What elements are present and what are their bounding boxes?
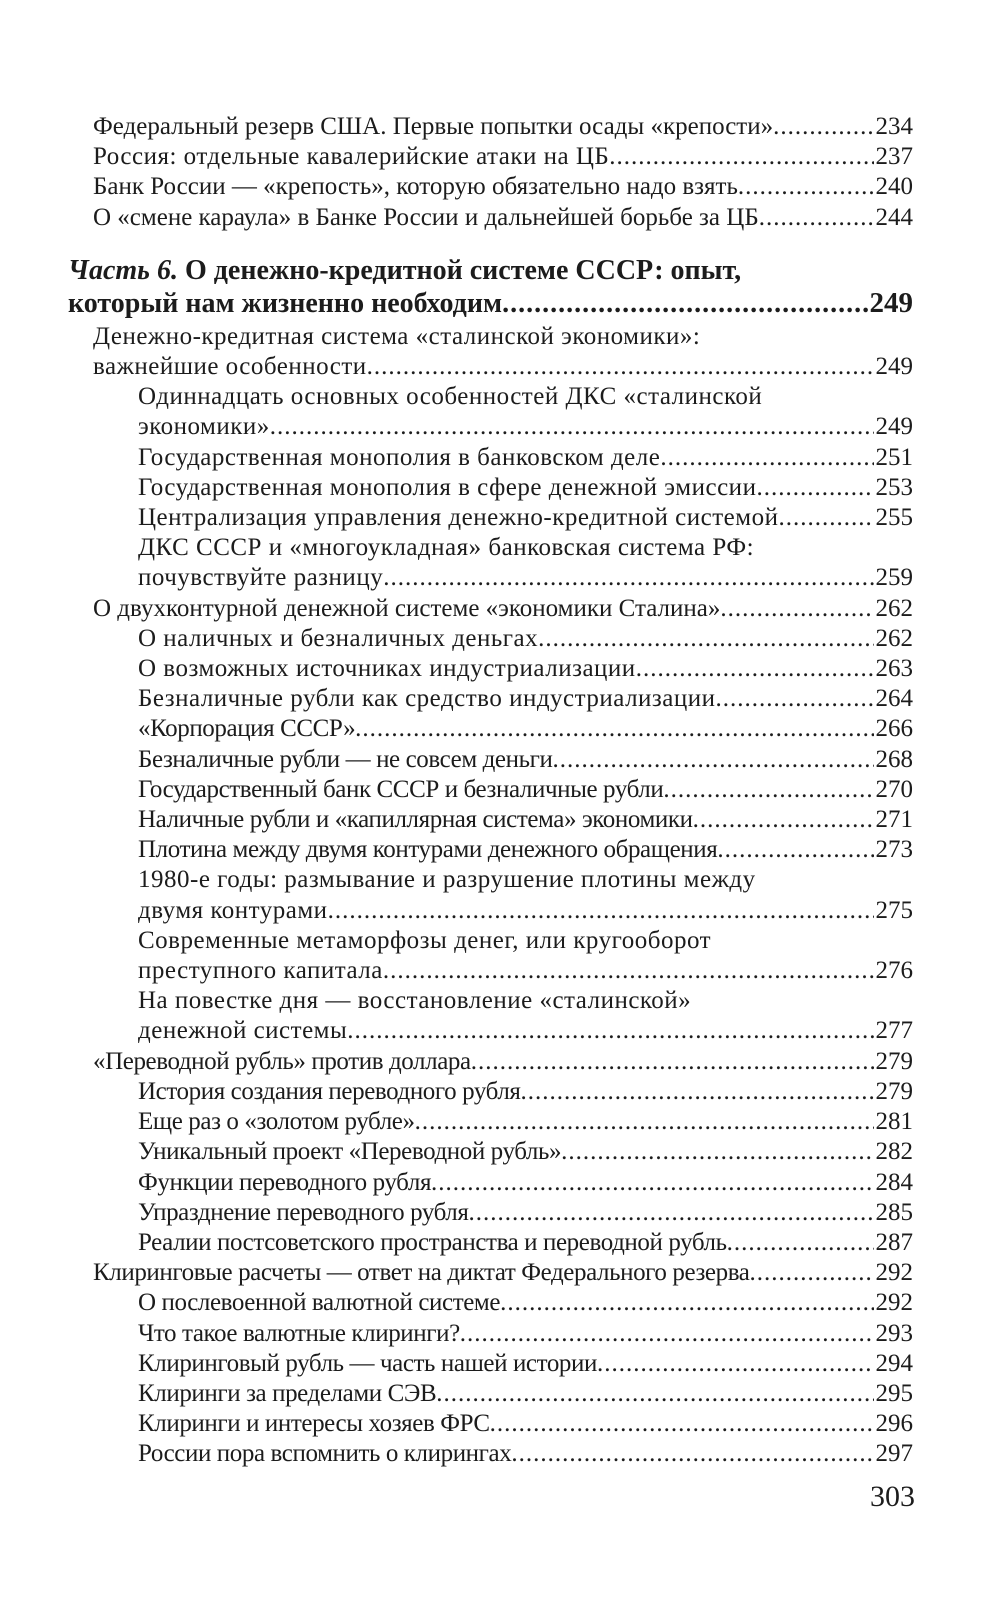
dot-leader: [756, 473, 873, 503]
subentry-page: 287: [875, 1228, 913, 1256]
dot-leader: [538, 624, 873, 654]
subentry-page: 271: [875, 806, 913, 834]
dot-leader: [500, 1288, 873, 1318]
dot-leader: [717, 835, 873, 865]
dot-leader: [270, 412, 874, 442]
part-heading: [68, 255, 913, 320]
subentry-page: 273: [875, 836, 913, 864]
dot-leader: [727, 1228, 874, 1258]
subentry-title-line-1: На повестке дня — восстановление «сталинской»: [138, 987, 692, 1015]
dot-leader: [511, 1439, 873, 1469]
toc-entry: [68, 142, 913, 172]
section-title: «Переводной рубль» против доллара: [93, 1047, 471, 1075]
subentry-title: Клиринги за пределами СЭВ: [138, 1379, 437, 1407]
subentry-title-line-2: почувствуйте разницу: [138, 564, 384, 592]
subentry-title: Государственная монополия в сфере денежной эмиссии: [138, 473, 757, 501]
subentry: [68, 1168, 913, 1198]
subentry-page: 294: [875, 1349, 913, 1377]
section-title-line-1: Денежно-кредитная система «сталинской экономики»:: [93, 322, 701, 350]
section-entry: [68, 1047, 913, 1077]
subentry-page: 296: [875, 1410, 913, 1438]
dot-leader: [471, 1047, 874, 1077]
subentry-title: Безналичные рубли — не совсем деньги: [138, 745, 553, 773]
subentry-page: 262: [875, 624, 913, 652]
subentry-title-line-1: ДКС СССР и «многоукладная» банковская система РФ:: [138, 534, 755, 562]
subentry: [68, 1349, 913, 1379]
subentry-title: Клиринги и интересы хозяев ФРС: [138, 1410, 490, 1438]
part-heading-line-2: [68, 287, 913, 320]
dot-leader: [436, 1379, 873, 1409]
toc-entry-page: 234: [875, 113, 913, 140]
dot-leader: [468, 1198, 873, 1228]
subentry-title: Что такое валютные клиринги?: [138, 1319, 460, 1347]
subentry-title-line-1: Современные метаморфозы денег, или кругооборот: [138, 926, 712, 954]
subentry: [68, 1379, 913, 1409]
section-entry: [68, 352, 913, 382]
dot-leader: [328, 896, 874, 926]
subentry-title: Централизация управления денежно-кредитной системой: [138, 504, 779, 532]
dot-leader: [759, 203, 874, 233]
subentry-title-line-2: экономики»: [138, 413, 270, 441]
subentry-title-line-2: денежной системы: [138, 1017, 348, 1045]
subentry-page: 279: [875, 1077, 913, 1105]
section-entry: [68, 594, 913, 624]
dot-leader: [415, 1107, 874, 1137]
subentry-page: 292: [875, 1289, 913, 1317]
toc-entry: [68, 203, 913, 233]
subentry-page: 284: [875, 1168, 913, 1196]
dot-leader: [347, 1016, 873, 1046]
subentry: [68, 714, 913, 744]
subentry-title-line-1: Одиннадцать основных особенностей ДКС «сталинской: [138, 383, 763, 411]
dot-leader: [750, 1258, 874, 1288]
subentry-title-line-2: преступного капитала: [138, 957, 383, 985]
section-title: О двухконтурной денежной системе «экономики Сталина»: [93, 594, 721, 622]
subentry-title-line-1: 1980-е годы: размывание и разрушение плотины между: [138, 866, 756, 894]
subentry-page: 255: [875, 504, 913, 532]
subentry-page: 259: [875, 564, 913, 592]
dot-leader: [431, 1168, 873, 1198]
subentry-title: «Корпорация СССР»: [138, 715, 356, 743]
dot-leader: [773, 112, 873, 142]
section-page: 249: [875, 353, 913, 381]
table-of-contents: [68, 112, 913, 1470]
dot-leader: [355, 714, 873, 744]
toc-entry-title: Россия: отдельные кавалерийские атаки на ЦБ: [93, 143, 610, 171]
toc-entry-page: 237: [875, 143, 913, 171]
subentry: [68, 1107, 913, 1137]
subentry-title: Государственный банк СССР и безналичные рубли: [138, 775, 664, 803]
subentry: [68, 443, 913, 473]
subentry-title: Упразднение переводного рубля: [138, 1198, 469, 1226]
subentry-title: Государственная монополия в банковском деле: [138, 443, 661, 471]
subentry-title: Безналичные рубли как средство индустриализации: [138, 685, 716, 713]
toc-entry: [68, 172, 913, 202]
subentry: [68, 1319, 913, 1349]
subentry: [68, 684, 913, 714]
dot-leader: [738, 172, 874, 202]
subentry-page: 263: [875, 655, 913, 683]
subentry-page: 276: [875, 957, 913, 985]
dot-leader: [502, 288, 867, 320]
subentry: [68, 805, 913, 835]
section-title-line-2: важнейшие особенности: [93, 353, 367, 381]
toc-entry-title: Банк России — «крепость», которую обязательно надо взять: [93, 173, 738, 201]
dot-leader: [367, 352, 874, 382]
subentry: [68, 1409, 913, 1439]
part-prefix: Часть 6.: [68, 254, 178, 286]
subentry: [68, 896, 913, 926]
subentry: [68, 1198, 913, 1228]
dot-leader: [383, 956, 874, 986]
part-page: 249: [869, 286, 913, 319]
subentry-page: 277: [875, 1017, 913, 1045]
subentry-page: 281: [875, 1108, 913, 1136]
subentry: [68, 412, 913, 442]
dot-leader: [720, 594, 873, 624]
subentry-title: Клиринговый рубль — часть нашей истории: [138, 1349, 597, 1377]
dot-leader: [561, 1137, 873, 1167]
subentry: [68, 654, 913, 684]
subentry-page: 253: [875, 473, 913, 501]
section-page: 292: [875, 1259, 913, 1287]
toc-entry-page: 244: [875, 203, 913, 231]
part-heading-line-1: [68, 255, 913, 287]
subentry: [68, 1016, 913, 1046]
subentry-title: Уникальный проект «Переводной рубль»: [138, 1138, 562, 1166]
subentry-title: Реалии постсоветского пространства и переводной рубль: [138, 1228, 727, 1256]
subentry: [68, 745, 913, 775]
subentry-page: 266: [875, 715, 913, 743]
dot-leader: [663, 775, 873, 805]
section-title: Клиринговые расчеты — ответ на диктат Федерального резерва: [93, 1259, 750, 1287]
subentry-page: 270: [875, 775, 913, 803]
subentry: [68, 1439, 913, 1469]
subentry-page: 264: [875, 685, 913, 713]
part-title-line-2: который нам жизненно необходим: [68, 287, 503, 319]
toc-entry-page: 240: [875, 173, 913, 201]
subentry-title-line-2: двумя контурами: [138, 896, 328, 924]
subentry: [68, 1288, 913, 1318]
subentry-page: 268: [875, 745, 913, 773]
subentry-page: 295: [875, 1379, 913, 1407]
subentry-page: 293: [875, 1319, 913, 1347]
subentry-page: 285: [875, 1198, 913, 1226]
subentry: [68, 473, 913, 503]
section-entry: [68, 1258, 913, 1288]
dot-leader: [660, 443, 873, 473]
subentry: [68, 563, 913, 593]
subentry: [68, 835, 913, 865]
dot-leader: [521, 1077, 874, 1107]
page-number: 303: [870, 1480, 915, 1513]
subentry-title: История создания переводного рубля: [138, 1077, 521, 1105]
subentry-page: 297: [875, 1440, 913, 1468]
dot-leader: [778, 503, 873, 533]
section-page: 279: [875, 1047, 913, 1075]
part-title-line-1: О денежно-кредитной системе СССР: опыт,: [184, 254, 742, 286]
subentry: [68, 956, 913, 986]
subentry-title: Наличные рубли и «капиллярная система» экономики: [138, 806, 693, 834]
subentry-title: О наличных и безналичных деньгах: [138, 624, 539, 652]
dot-leader: [460, 1319, 874, 1349]
toc-entry-title: Федеральный резерв США. Первые попытки осады «крепости»: [93, 113, 774, 140]
dot-leader: [490, 1409, 874, 1439]
dot-leader: [716, 684, 874, 714]
subentry: [68, 624, 913, 654]
dot-leader: [636, 654, 874, 684]
dot-leader: [609, 142, 873, 172]
dot-leader: [597, 1349, 874, 1379]
subentry-title: О возможных источниках индустриализации: [138, 655, 636, 683]
subentry-page: 275: [875, 896, 913, 924]
subentry: [68, 503, 913, 533]
subentry: [68, 775, 913, 805]
section-page: 262: [875, 594, 913, 622]
subentry-title: Функции переводного рубля: [138, 1168, 432, 1196]
subentry: [68, 1077, 913, 1107]
subentry-page: 282: [875, 1138, 913, 1166]
subentry-title: О послевоенной валютной системе: [138, 1289, 501, 1317]
subentry: [68, 1137, 913, 1167]
subentry-page: 249: [875, 413, 913, 441]
subentry: [68, 1228, 913, 1258]
dot-leader: [552, 745, 873, 775]
subentry-title: России пора вспомнить о клирингах: [138, 1440, 512, 1468]
toc-entry: [68, 112, 913, 142]
subentry-page: 251: [875, 443, 913, 471]
subentry-title: Плотина между двумя контурами денежного обращения: [138, 836, 718, 864]
dot-leader: [383, 563, 873, 593]
toc-entry-title: О «смене караула» в Банке России и дальнейшей борьбе за ЦБ: [93, 203, 759, 231]
subentry-title: Еще раз о «золотом рубле»: [138, 1108, 415, 1136]
dot-leader: [693, 805, 874, 835]
